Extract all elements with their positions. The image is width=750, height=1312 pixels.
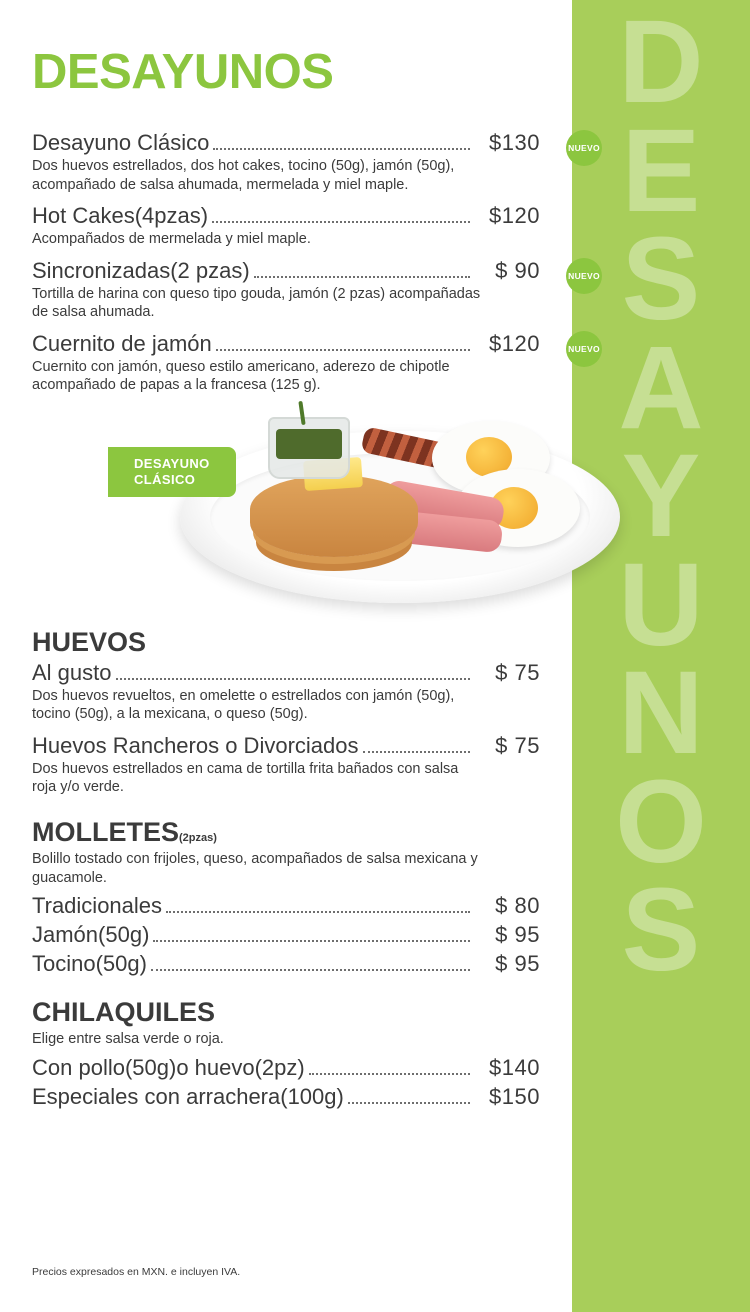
menu-item-price: $ 95 (495, 922, 540, 948)
leader-dots (309, 1065, 470, 1075)
menu-item[interactable] (32, 130, 600, 194)
leader-dots (151, 961, 470, 971)
menu-item-name-qty: (4pzas) (134, 203, 209, 229)
side-band-letters (572, 0, 750, 1312)
menu-item-name: Huevos Rancheros o Divorciados (32, 732, 359, 758)
menu-item-line (32, 733, 540, 759)
page-title: DESAYUNOS (32, 45, 334, 99)
band-letter-5: Y (621, 430, 701, 563)
band-letter-4: A (618, 321, 704, 454)
menu-item-name-tail: o huevo (176, 1054, 255, 1080)
menu-item-line (32, 203, 540, 229)
nuevo-badge: NUEVO (566, 130, 602, 166)
menu-item-line (32, 1084, 540, 1110)
leader-dots (116, 670, 471, 680)
salsa-cup-shape (268, 417, 350, 479)
menu-item-line (32, 893, 540, 919)
menu-item[interactable] (32, 203, 540, 249)
menu-item-name: Desayuno Clásico (32, 130, 210, 155)
menu-item-line (32, 951, 540, 977)
menu-item-price: $130 (489, 130, 540, 155)
menu-item-price: $140 (489, 1054, 540, 1080)
photo-caption-line2: CLÁSICO (134, 471, 196, 487)
menu-item-price: $120 (489, 203, 540, 229)
menu-item[interactable] (32, 660, 540, 724)
band-letter-3: S (621, 213, 701, 346)
menu-item-price: $150 (489, 1083, 540, 1109)
nuevo-badge: NUEVO (566, 258, 602, 294)
menu-item-name-qty: (50g) (98, 922, 150, 948)
menu-item-price: $120 (489, 330, 540, 356)
menu-item-description: Dos huevos estrellados en cama de tortilla frita bañados con salsa roja y/o verde. (32, 760, 459, 796)
section-subtitle-chilaquiles: Elige entre salsa verde o roja. (32, 1031, 224, 1048)
band-letter-2: E (621, 104, 701, 237)
menu-item[interactable] (32, 922, 540, 948)
nuevo-badge: NUEVO (566, 331, 602, 367)
band-letter-7: N (618, 647, 704, 780)
menu-item-name-qty: (50g) (95, 951, 147, 977)
menu-item[interactable] (32, 330, 600, 395)
leader-dots (213, 140, 470, 150)
menu-item-name: Sincronizadas (32, 257, 171, 283)
menu-item-line (32, 1055, 540, 1081)
leader-dots (212, 213, 470, 223)
section-heading-molletes-text: MOLLETES (32, 817, 179, 848)
leader-dots (363, 743, 471, 753)
menu-item-name-qty: (50g) (124, 1054, 177, 1080)
menu-item-price: $ 75 (495, 732, 540, 758)
menu-item-price: $ 75 (495, 659, 540, 685)
leader-dots (254, 268, 470, 278)
menu-item-name: Tocino (32, 951, 96, 977)
menu-item-name-qty: (100g) (280, 1083, 344, 1109)
footnote: Precios expresados en MXN. e incluyen IVA. (32, 1266, 241, 1278)
section-heading-chilaquiles: CHILAQUILES (32, 997, 216, 1028)
leader-dots (153, 932, 470, 942)
menu-item[interactable] (32, 1055, 540, 1081)
menu-item-name: Cuernito de jamón (32, 330, 212, 356)
section-subtitle-molletes: Bolillo tostado con frijoles, queso, acompañados de salsa mexicana y guacamole. (32, 851, 478, 886)
menu-item-name-qty: (2 pzas) (170, 257, 250, 283)
menu-item-description: Cuernito con jamón, queso estilo americano, aderezo de chipotle acompañado de papas a la francesa (125 g). (32, 358, 450, 394)
menu-item-description: Dos huevos estrellados, dos hot cakes, tocino (50g), jamón (50g), acompañado de salsa ahumada, mermelada y miel maple. (32, 158, 455, 193)
menu-item-description: Acompañados de mermelada y miel maple. (32, 231, 311, 248)
photo-caption-badge (108, 447, 236, 497)
leader-dots (348, 1094, 470, 1104)
band-letter-1: D (618, 0, 704, 128)
menu-item-price: $ 95 (495, 951, 540, 977)
leader-dots (216, 341, 470, 351)
band-letter-9: S (621, 864, 701, 997)
section-heading-molletes (32, 817, 540, 848)
band-letter-6: U (618, 538, 704, 671)
menu-item-name: Al gusto (32, 659, 112, 685)
menu-item-name-tail-qty: (2pz) (254, 1054, 305, 1080)
menu-item[interactable] (32, 257, 600, 322)
menu-item-line (32, 660, 540, 686)
dish-photo (32, 411, 540, 607)
menu-item[interactable] (32, 951, 540, 977)
menu-item-description: Tortilla de harina con queso tipo gouda, jamón (2 pzas) acompañadas de salsa ahumada. (32, 285, 481, 321)
menu-item-price: $ 90 (495, 257, 540, 283)
menu-item-line (32, 922, 540, 948)
menu-item-line (32, 257, 600, 284)
band-letter-8: O (615, 755, 707, 888)
menu-item-description: Dos huevos revueltos, en omelette o estrellados con jamón (50g), tocino (50g), a la mexicana, o queso (50g). (32, 687, 455, 723)
leader-dots (166, 903, 470, 913)
menu-item[interactable] (32, 1084, 540, 1110)
menu-item[interactable] (32, 893, 540, 919)
menu-item-line (32, 330, 600, 357)
menu-item-price: $ 80 (495, 893, 540, 919)
section-heading-huevos: HUEVOS (32, 626, 147, 657)
menu-item[interactable] (32, 733, 540, 797)
menu-item-line (32, 130, 600, 156)
section-heading-molletes-qty: (2pzas) (179, 832, 217, 845)
menu-item-name: Jamón (32, 922, 99, 948)
menu-item-name: Con pollo (32, 1054, 125, 1080)
menu-item-name: Especiales con arrachera (32, 1083, 281, 1109)
photo-caption-line1: DESAYUNO (134, 455, 210, 471)
menu-item-name: Hot Cakes (32, 203, 135, 229)
menu-item-name: Tradicionales (32, 893, 163, 919)
